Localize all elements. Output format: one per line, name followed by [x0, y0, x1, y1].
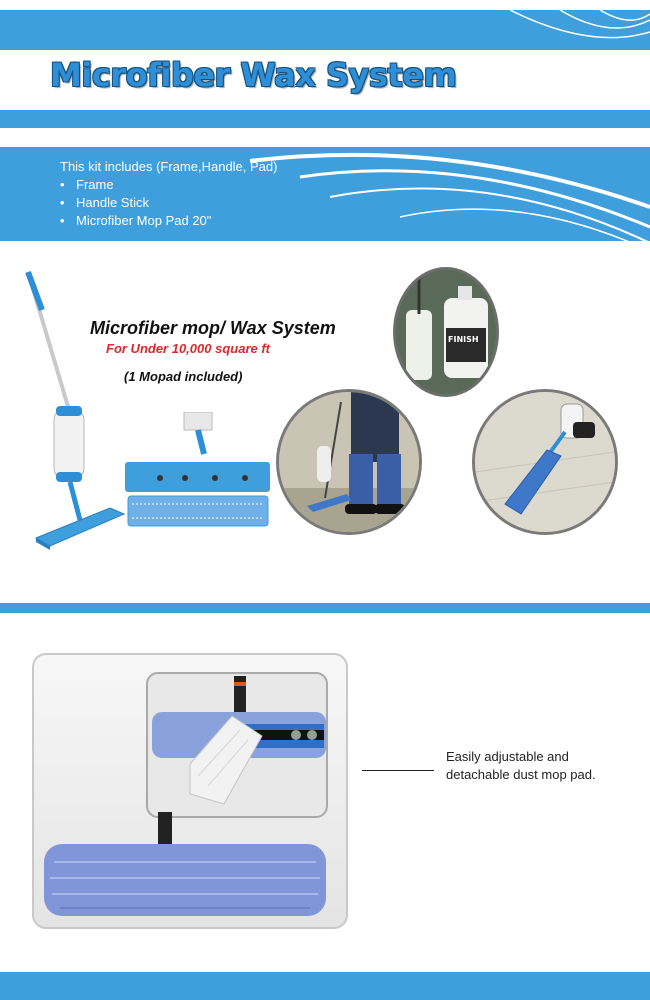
callout-line: [362, 770, 434, 771]
floor-mop-photo-graphic: [475, 392, 615, 532]
dust-mop-pad-illustration: [40, 812, 330, 920]
header-bottom-band: [0, 110, 650, 128]
bottle-photo-graphic: [396, 270, 496, 394]
header-top-band: [0, 10, 650, 50]
mop-illustration: [20, 270, 130, 560]
page-title: Microfiber Wax System: [50, 56, 457, 94]
product-note: (1 Mopad included): [124, 369, 243, 384]
pad-attachment-illustration: [146, 672, 328, 818]
kit-contents: [60, 158, 277, 230]
header-curves-decoration: [0, 10, 650, 50]
callout-text: Easily adjustable and detachable dust mop pad.: [446, 749, 596, 782]
bottle-photo: [393, 267, 499, 397]
mop-frame-illustration: [120, 412, 280, 532]
product-subtitle: For Under 10,000 square ft: [106, 341, 270, 356]
kit-intro: This kit includes (Frame,Handle, Pad): [60, 159, 278, 174]
section-separator: [0, 603, 650, 613]
kit-item-list: [60, 176, 277, 230]
floor-mop-photo: [472, 389, 618, 535]
footer-band: [0, 972, 650, 1000]
product-title: Microfiber mop/ Wax System: [90, 318, 336, 338]
kit-item: • Microfiber Mop Pad 20": [60, 212, 277, 230]
kit-item: • Handle Stick: [60, 194, 277, 212]
bottle-label: FINISH: [448, 335, 479, 344]
kit-item: • Frame: [60, 176, 277, 194]
worker-photo-graphic: [279, 392, 419, 532]
worker-photo: [276, 389, 422, 535]
